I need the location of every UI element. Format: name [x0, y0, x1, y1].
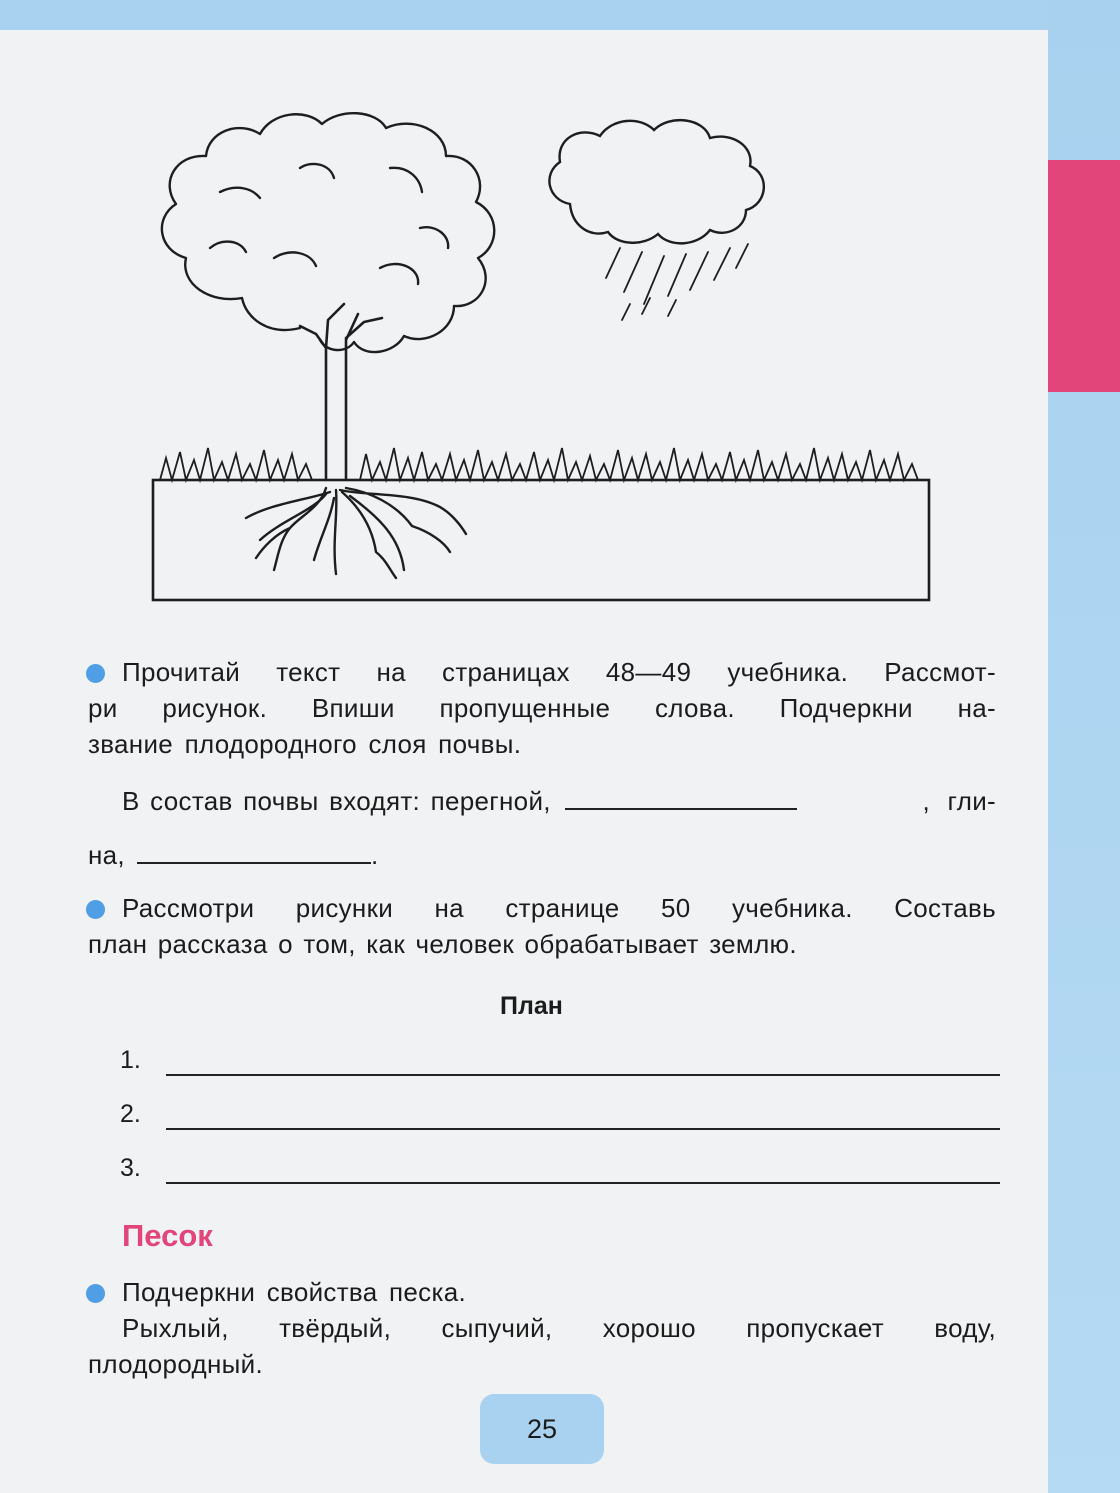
word: странице — [505, 893, 620, 923]
exercise-bullet — [86, 1284, 105, 1303]
exercise-bullet — [86, 664, 105, 683]
plan-item — [120, 1154, 1000, 1190]
fill-in-line1 — [122, 782, 996, 819]
sand-property[interactable]: твёрдый, — [279, 1313, 392, 1343]
soil-layer — [153, 480, 929, 600]
word: учебника. — [727, 657, 849, 687]
plan-item-number: 2. — [120, 1100, 141, 1128]
exercise1-line3: звание плодородного слоя почвы. — [88, 729, 522, 759]
word: 48—49 — [605, 657, 692, 687]
word: на- — [957, 693, 996, 723]
plan-item — [120, 1046, 1000, 1082]
plan-item-number: 3. — [120, 1154, 141, 1182]
soil-illustration — [150, 108, 940, 608]
fill-in-text: . — [370, 840, 379, 870]
word: Рассмот- — [884, 657, 996, 687]
fill-in-text: В состав почвы входят: перегной, — [122, 786, 551, 816]
plan-answer-line-2[interactable] — [166, 1128, 1000, 1130]
word: рисунки — [295, 893, 394, 923]
word: 50 — [660, 893, 691, 923]
sand-property[interactable]: пропускает — [746, 1313, 884, 1343]
fill-in-text: на, — [88, 840, 125, 870]
exercise-bullet — [86, 900, 105, 919]
section-tab-marker — [1048, 160, 1120, 392]
word: пропущенные — [439, 693, 611, 723]
word: Рассмотри — [122, 893, 255, 923]
exercise1-line1 — [122, 654, 996, 690]
word: текст — [276, 657, 341, 687]
word: слова. — [654, 693, 735, 723]
exercise1-line2 — [88, 690, 996, 726]
rain-cloud-icon — [549, 120, 763, 320]
word: Подчеркни — [779, 693, 913, 723]
tree-with-roots-icon — [162, 113, 494, 578]
sand-property[interactable]: хорошо — [602, 1313, 696, 1343]
word: рисунок. — [162, 693, 268, 723]
exercise2-line2: план рассказа о том, как человек обрабатывает землю. — [88, 929, 797, 959]
plan-item-number: 1. — [120, 1046, 141, 1074]
fill-in-line2 — [88, 836, 996, 873]
sand-property[interactable]: воду, — [934, 1313, 996, 1343]
word: учебника. — [731, 893, 853, 923]
section-heading-sand: Песок — [122, 1218, 213, 1253]
plan-title: План — [500, 992, 563, 1020]
plan-answer-line-3[interactable] — [166, 1182, 1000, 1184]
grass — [160, 448, 918, 480]
sand-properties-line2[interactable]: плодородный. — [88, 1349, 263, 1379]
word: Прочитай — [122, 657, 241, 687]
sand-property[interactable]: сыпучий, — [441, 1313, 553, 1343]
page-number: 25 — [480, 1394, 604, 1464]
blank-input-2[interactable] — [137, 836, 371, 864]
word: Впиши — [311, 693, 395, 723]
sand-properties-line1 — [122, 1310, 996, 1346]
word: ри — [88, 693, 118, 723]
word: страницах — [442, 657, 570, 687]
word: на — [434, 893, 464, 923]
fill-in-text: , гли- — [922, 786, 996, 816]
plan-answer-line-1[interactable] — [166, 1074, 1000, 1076]
plan-item — [120, 1100, 1000, 1136]
word: на — [376, 657, 406, 687]
word: Составь — [894, 893, 996, 923]
blank-input-1[interactable] — [565, 782, 797, 810]
exercise2-line1 — [122, 890, 996, 926]
sand-property[interactable]: Рыхлый, — [122, 1313, 229, 1343]
sand-instruction: Подчеркни свойства песка. — [122, 1277, 466, 1307]
